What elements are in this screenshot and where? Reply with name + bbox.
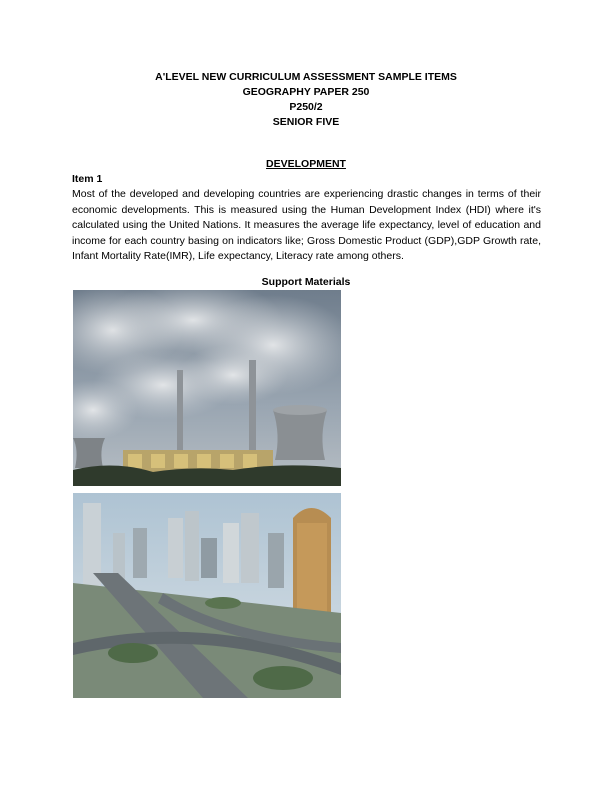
header-line-4: SENIOR FIVE [272, 116, 340, 128]
header-line-2: GEOGRAPHY PAPER 250 [242, 86, 370, 98]
item-paragraph: Most of the developed and developing countries are experiencing drastic changes in terms of their economic developments. This is measured using the Human Development Index (HDI) where it's calculated using the United Nations. It measures the average life expectancy, level of education and income for each country basing on indicators like; Gross Domestic Product (GDP),GDP Growth rate, Infant Mortality Rate(IMR), Life expectancy, Literacy rate among others. [72, 188, 541, 263]
section-title: DEVELOPMENT [266, 158, 346, 170]
support-materials-heading: Support Materials [261, 276, 351, 288]
header-line-1: A'LEVEL NEW CURRICULUM ASSESSMENT SAMPLE ITEMS [155, 71, 457, 83]
industrial-plant-photo [73, 290, 341, 486]
header-line-3: P250/2 [289, 101, 323, 113]
item-label: Item 1 [72, 173, 103, 185]
modern-city-photo [73, 493, 341, 698]
